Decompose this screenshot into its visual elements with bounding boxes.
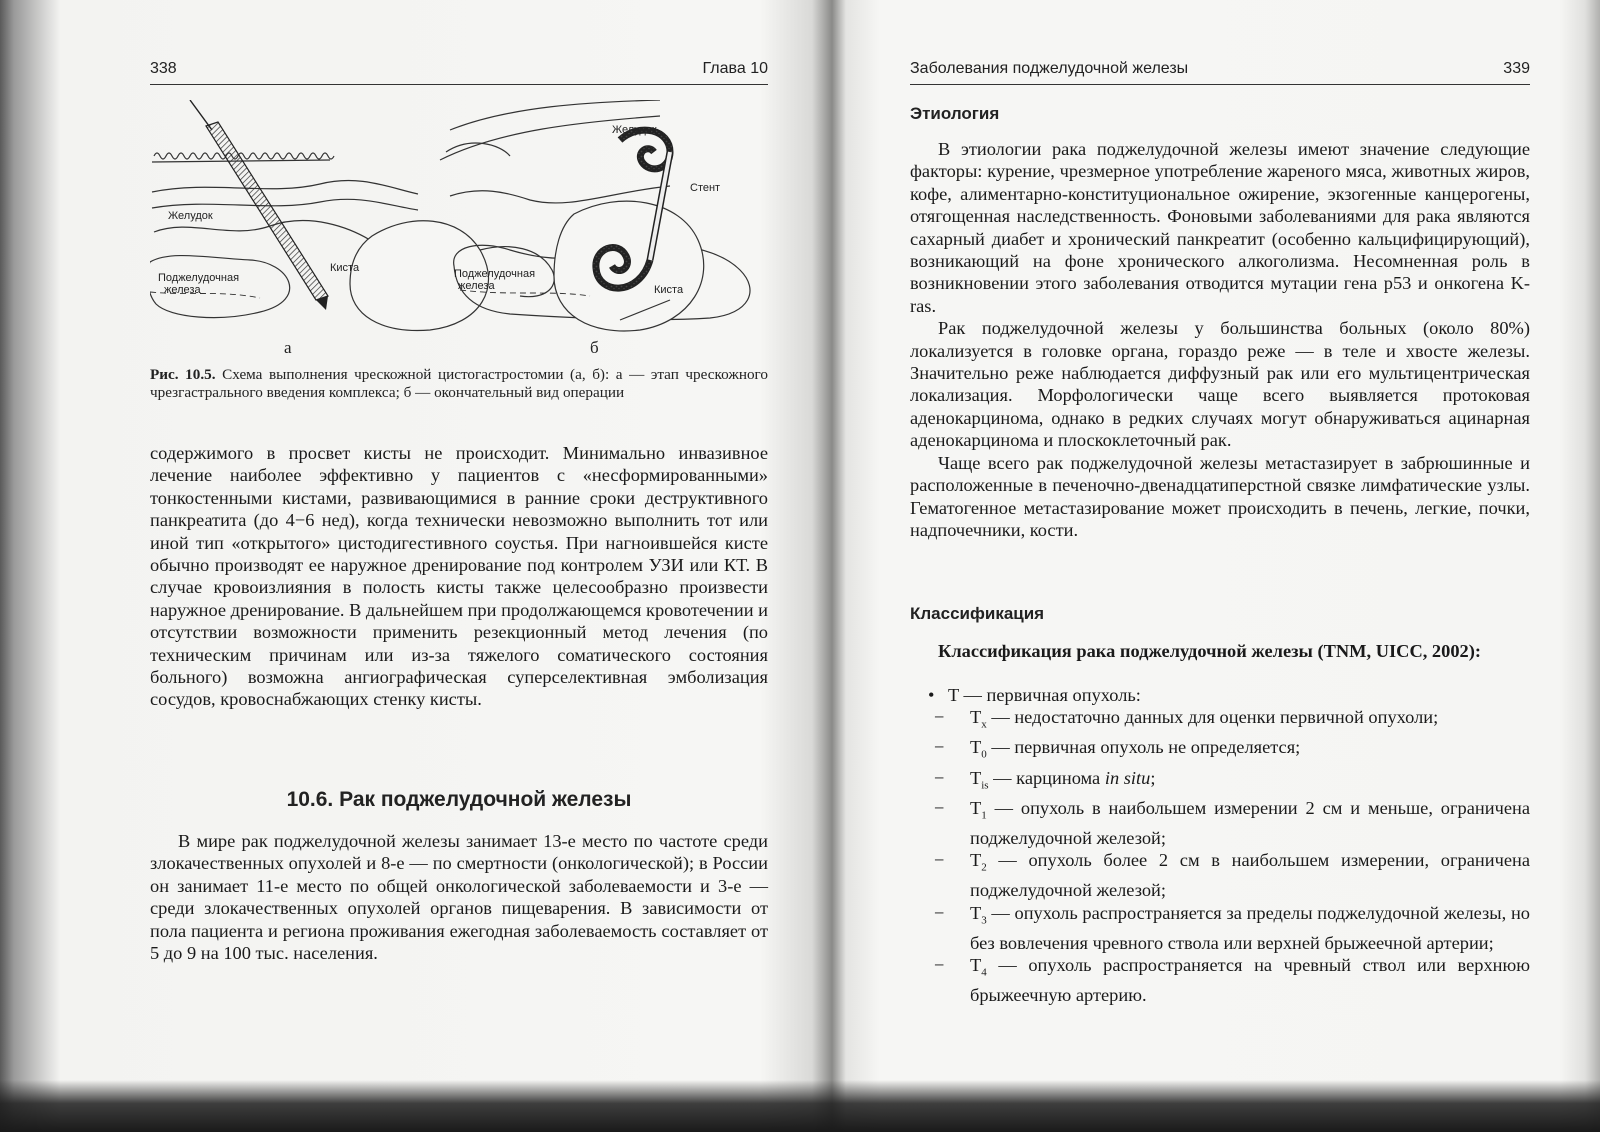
classification-title: Классификация рака поджелудочной железы (TNM, UICC, 2002): [938, 641, 1481, 661]
label-stomach-b: Желудок [612, 124, 657, 136]
t-text: — первичная опухоль: [958, 685, 1141, 705]
figure-caption [150, 366, 768, 402]
left-page [150, 0, 768, 1080]
figure-drawing [150, 100, 768, 362]
label-pancreas-a-1: Поджелудочная [158, 272, 240, 284]
list-item: − $T_0$ — первичная опухоль не определяется; [934, 737, 1301, 762]
list-item: − $T_3$ — опухоль распространяется за пределы поджелудочной железы, но без вовлечения чревного ствола или верхней брыжеечной артерии; [934, 902, 1530, 953]
label-pancreas-b-2: железа [458, 280, 495, 292]
list-item: − $T_1$ — опухоль в наибольшем измерении 2 см и меньше, ограничена поджелудочной железой; [934, 797, 1530, 848]
list-item: • T — первичная опухоль: [928, 685, 1141, 705]
label-cyst-b: Киста [654, 284, 684, 296]
panel-b-drawing [440, 100, 750, 331]
t-symbol: T [948, 685, 959, 705]
list-item: − $T_x$ — недостаточно данных для оценки первичной опухоли; [934, 707, 1439, 732]
list-item: − $T_4$ — опухоль распространяется на чревный ствол или верхнюю брыжеечную артерию. [934, 955, 1530, 1006]
label-pancreas-a-2: железа [164, 284, 201, 296]
panel-a-drawing [150, 153, 554, 331]
list-item: − $T_{is}$ — карцинома in situ; [934, 767, 1156, 792]
label-stomach-a: Желудок [168, 210, 213, 222]
sublabel-a: а [284, 338, 292, 357]
sublabel-b: б [590, 338, 599, 357]
page-bottom-shadow [0, 1080, 1600, 1132]
tnm-list [910, 684, 1530, 1007]
figure-10-5 [150, 100, 768, 362]
label-pancreas-b-1: Поджелудочная [454, 268, 536, 280]
paragraph: содержимого в просвет кисты не происходит. Минимально инвазивное лечение наиболее эффективно у пациентов с «несформированными» тонкостенными кистами, развивающимися в ранние сроки деструктивного панкреатита (до 4−6 нед), когда технически невозможно выполнить тот или иной тип «открытого» цистодигестивного соустья. При нагноившейся кисте обычно производят ее наружное дренирование под контролем УЗИ или КТ. В случае кровоизлияния в полость кисты также целесообразно произвести наружное дренирование. В дальнейшем при продолжающемся кровотечении и отсутствии возможности применить резекционный метод лечения (по техническим причинам или из-за тяжелого соматического состояния больного) возможна ангиографическая суперселективная эмболизация сосудов, кровоснабжающих стенку кисты. [150, 443, 768, 710]
page-number: 338 [150, 60, 177, 77]
left-body-text-2 [150, 830, 768, 964]
list-item: − $T_2$ — опухоль более 2 см в наибольшем измерении, ограничена поджелудочной железой; [934, 850, 1530, 901]
classification-heading: Классификация [910, 604, 1045, 623]
paragraph: Рак поджелудочной железы у большинства больных (около 80%) локализуется в головке органа, гораздо реже — в теле и хвосте железы. Значительно реже наблюдается диффузный рак или его мультицентрическая локализация. Морфологически чаще всего выявляется протоковая аденокарцинома, однако в редких случаях могут обнаруживаться ацинарная аденокарцинома и плоскоклеточный рак. [910, 318, 1530, 451]
page-number: 339 [1503, 60, 1530, 77]
paragraph: В мире рак поджелудочной железы занимает 13-е место по частоте среди злокачественных опухолей и 8-е — по смертности (онкологической); в России он занимает 11-е место по общей онкологической заболеваемости и 3-е — среди злокачественных опухолей органов пищеварения. В зависимости от пола пациента и региона проживания ежегодная заболеваемость составляет от 5 до 9 на 100 тыс. населения. [150, 831, 768, 964]
caption-lead: Рис. 10.5. [150, 366, 216, 383]
running-header-left [150, 60, 768, 85]
caption-text: Схема выполнения чрескожной цистогастростомии (а, б): а — этап чрескожного чрезгастрального введения комплекса; б — окончательный вид операции [150, 366, 768, 401]
left-body-text [150, 442, 768, 711]
label-stent-b: Стент [690, 182, 721, 194]
chapter-title: Заболевания поджелудочной железы [910, 60, 1189, 77]
running-header-right [910, 60, 1530, 85]
etiology-heading: Этиология [910, 104, 1000, 123]
label-cyst-a: Киста [330, 262, 360, 274]
etiology-text [910, 138, 1530, 541]
paragraph: В этиологии рака поджелудочной железы имеют значение следующие факторы: курение, чрезмерное употребление жареного мяса, животных жиров, кофе, алиментарно-конституциональное ожирение, экзогенные канцерогены, отягощенная наследственность. Фоновыми заболеваниями для рака являются сахарный диабет и хронический панкреатит (особенно кальцифицирующий), возникающий на фоне хронического алкоголизма. Несомненная роль в возникновении этого заболевания отводится мутации гена p53 и онкогена K-ras. [910, 139, 1530, 316]
chapter-label: Глава 10 [702, 60, 768, 77]
right-page [910, 0, 1530, 1080]
paragraph: Чаще всего рак поджелудочной железы метастазирует в забрюшинные и расположенные в печеночно-двенадцатиперстной связке лимфатические узлы. Гематогенное метастазирование может происходить в печень, легкие, почки, надпочечники, кости. [910, 452, 1530, 540]
section-title: 10.6. Рак поджелудочной железы [286, 788, 632, 811]
